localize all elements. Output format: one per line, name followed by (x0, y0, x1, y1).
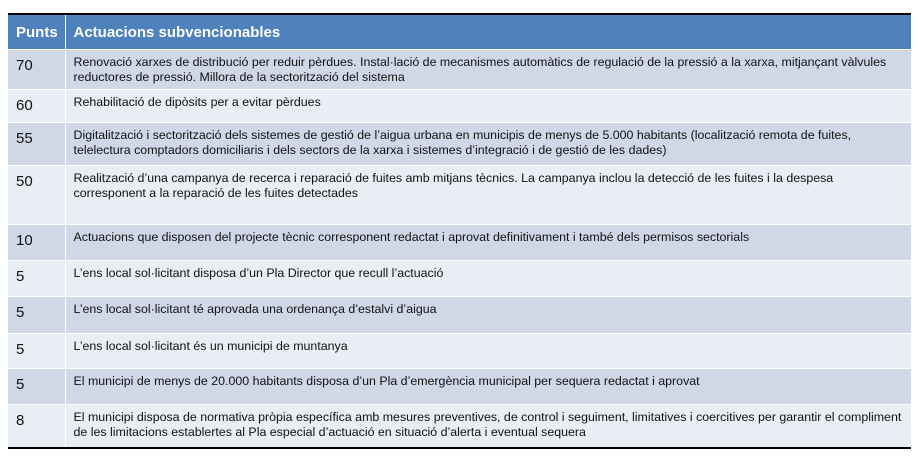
row-points: 5 (8, 334, 65, 369)
row-action-text: Rehabilitació de dipòsits per a evitar pèrdues (65, 90, 911, 123)
row-action-text: L’ens local sol·licitant és un municipi de muntanya (65, 334, 911, 369)
row-action-text: El municipi de menys de 20.000 habitants disposa d’un Pla d’emergència municipal per sequera redactat i aprovat (65, 369, 911, 405)
row-points: 55 (8, 123, 65, 166)
table-row (8, 90, 911, 123)
row-action-text: El municipi disposa de normativa pròpia específica amb mesures preventives, de control i seguiment, limitatives i coercitives per garantir el compliment de les limitacions establertes al Pla especial d’actuació en situació d’alerta i eventual sequera (65, 405, 911, 447)
row-points: 10 (8, 225, 65, 261)
row-action-text: Renovació xarxes de distribució per reduir pèrdues. Instal·lació de mecanismes automàtics de regulació de la pressió a la xarxa, mitjançant vàlvules reductores de pressió. Millora de la sectorització del sistema (65, 50, 911, 90)
row-action-text: L’ens local sol·licitant té aprovada una ordenança d’estalvi d’aigua (65, 297, 911, 334)
table-row (8, 369, 911, 405)
table-header-row (8, 15, 911, 50)
row-points: 5 (8, 297, 65, 334)
table-row (8, 334, 911, 369)
table-row (8, 123, 911, 166)
table-row (8, 261, 911, 297)
row-points: 8 (8, 405, 65, 447)
row-points: 5 (8, 369, 65, 405)
subsidy-table (8, 15, 911, 447)
row-points: 5 (8, 261, 65, 297)
row-action-text: Digitalització i sectorització dels sistemes de gestió de l’aigua urbana en municipis de menys de 5.000 habitants (localització remota de fuites, telelectura comptadors domiciliaris i dels sectors de la xarxa i sistemes d’integració i de gestió de les dades) (65, 123, 911, 166)
table-row (8, 225, 911, 261)
row-action-text: Actuacions que disposen del projecte tècnic corresponent redactat i aprovat definitivament i també dels permisos sectorials (65, 225, 911, 261)
table-row (8, 166, 911, 225)
row-points: 70 (8, 50, 65, 90)
table-row (8, 50, 911, 90)
row-points: 50 (8, 166, 65, 225)
table-row (8, 297, 911, 334)
header-points: Punts (8, 15, 65, 50)
row-action-text: Realització d’una campanya de recerca i reparació de fuites amb mitjans tècnics. La campanya inclou la detecció de les fuites i la despesa corresponent a la reparació de les fuites detectades (65, 166, 911, 225)
header-actions: Actuacions subvencionables (65, 15, 911, 50)
row-action-text: L’ens local sol·licitant disposa d’un Pla Director que recull l’actuació (65, 261, 911, 297)
table-row (8, 405, 911, 447)
subsidy-table-frame (8, 13, 911, 449)
row-points: 60 (8, 90, 65, 123)
